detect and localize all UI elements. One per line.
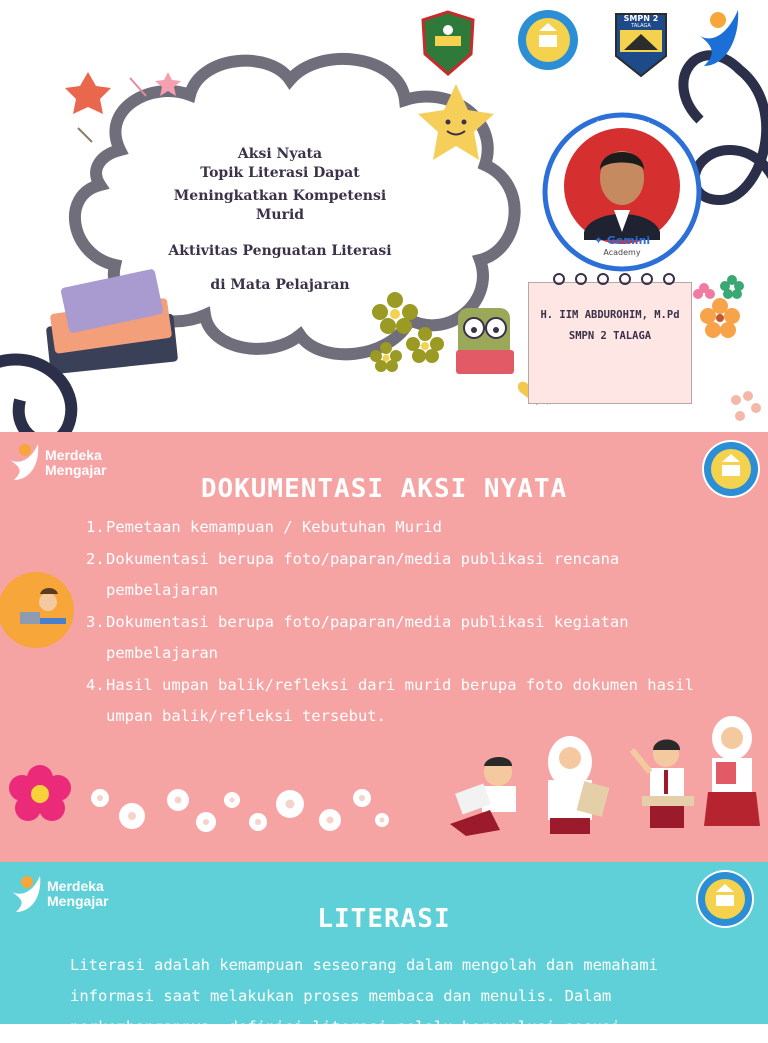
list-item-text: Pemetaan kemampuan / Kebutuhan Murid [106,518,442,536]
documentation-slide [0,432,768,862]
white-daisies [91,789,389,832]
flower-pink-right [693,283,715,299]
author-name: H. IIM ABDUROHIM, M.Pd [540,309,680,321]
list-item-text: Hasil umpan balik/refleksi dari murid berupa foto dokumen hasil umpan balik/refleksi tersebut. [106,675,694,725]
regency-emblem-logo [421,10,475,76]
cloud-line-5: di Mata Pelajaran [210,277,350,293]
notebook-rings [529,271,691,291]
name-notebook-card [528,282,692,404]
gemini-brand: ✦ Gemini [593,234,651,247]
flower-orange-right [700,298,740,338]
flower-green-right [720,275,744,299]
smpn2-badge-sub: TALAGA [631,23,651,29]
list-item-text: Dokumentasi berupa foto/paparan/media publikasi rencana pembelajaran [106,549,620,599]
merdeka-logo-line1: Merdeka [47,878,104,894]
profile-hashtag: #GeminiAcademy [594,120,650,127]
gemini-brand-sub: Academy [603,248,641,257]
cloud-line-4: Aktivitas Penguatan Literasi [168,243,392,259]
merdeka-logo-line2: Mengajar [45,462,107,478]
literasi-slide [0,862,768,1036]
smpn2-badge-text: SMPN 2 [623,14,659,23]
slide2-decor [0,432,768,862]
profile-photo-frame [542,112,702,272]
student-boy-reading [450,757,516,836]
merdeka-logo-line1: Merdeka [45,447,102,463]
flower-peach-right [731,391,761,421]
magenta-flower [9,765,71,821]
title-slide [0,0,768,432]
reading-book-character [456,308,514,374]
list-item-text: Dokumentasi berupa foto/paparan/media publikasi kegiatan pembelajaran [106,612,629,662]
list-item-number: 3. [86,612,105,631]
cloud-line-1: Aksi Nyata [237,146,323,162]
slide2-title: DOKUMENTASI AKSI NYATA [200,474,568,504]
cloud-line-2: Topik Literasi Dapat [200,165,360,181]
slide3-title: LITERASI [317,904,451,934]
star-orange [65,72,111,114]
flower-olive-2 [406,327,444,363]
student-girl-book [704,716,760,826]
student-girl-hijab [548,736,609,834]
list-item-number: 4. [86,675,105,694]
literasi-paragraph: Literasi adalah kemampuan seseorang dalam mengolah dan memahami informasi saat melakukan proses membaca dan menulis. Dalam perkembangannya, definisi literasi selalu berevolusi sesuai [70,956,658,1036]
swirl-left [0,360,71,442]
author-school: SMPN 2 TALAGA [568,330,652,342]
cloud-line-3: Meningkatkan Kompetensi Murid [173,188,387,223]
tut-wuri-handayani-logo [517,9,579,71]
student-laptop-illustration [0,572,74,648]
merdeka-mengajar-figure-logo [696,8,744,70]
smpn2-talaga-logo [612,10,670,78]
merdeka-logo-line2: Mengajar [47,893,109,909]
student-boy-raising-hand [632,740,694,829]
list-item-number: 2. [86,549,105,568]
list-item-number: 1. [86,518,105,536]
